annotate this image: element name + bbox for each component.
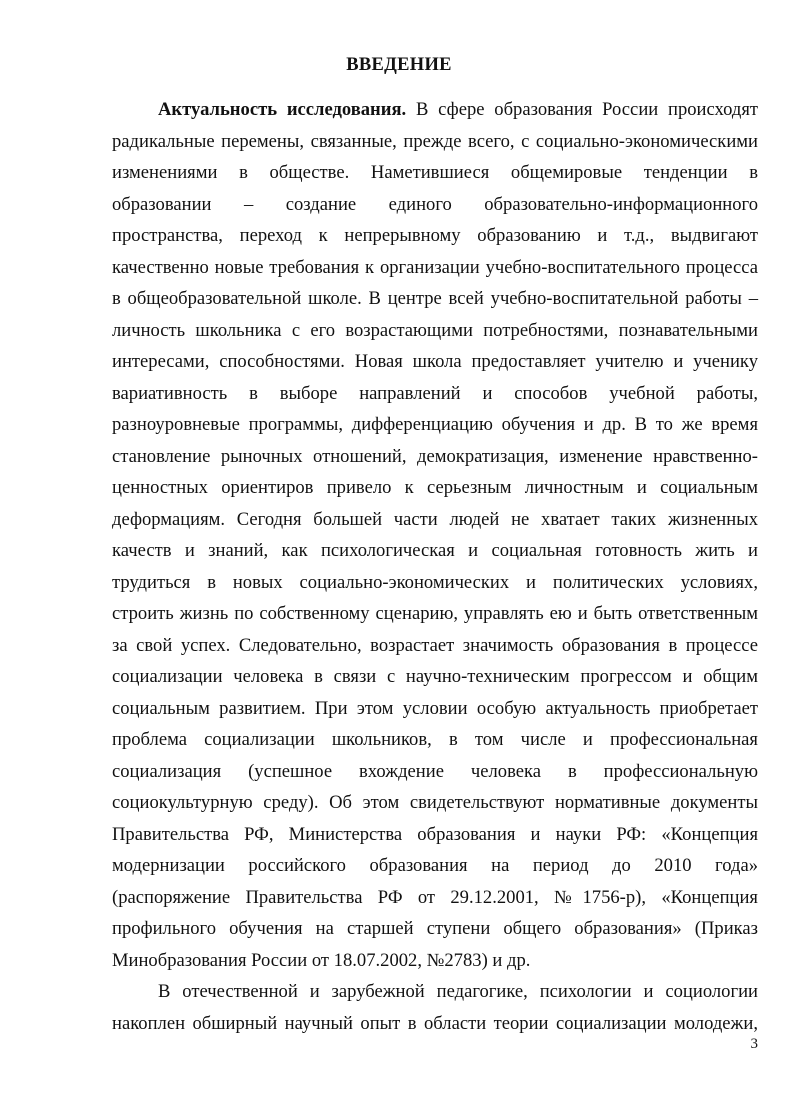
text-line: разноуровневые программы, дифференциацию обучения и др. В то же время [112, 414, 758, 435]
text-line-content: В сфере образования России происходят [406, 99, 758, 120]
text-line: вариативность в выборе направлений и способов учебной работы, [112, 382, 758, 404]
text-line: Правительства РФ, Министерства образования и науки РФ: «Концепция [112, 823, 758, 845]
page-number: 3 [750, 1036, 758, 1052]
text-line [112, 94, 758, 126]
text-line: деформациям. Сегодня большей части людей не хватает таких жизненных [112, 508, 758, 530]
text-line: за свой успех. Следовательно, возрастает значимость образования в процессе [112, 634, 758, 656]
text-line: социализация (успешное вхождение человека в профессиональную [112, 760, 758, 782]
text-line: Минобразования России от 18.07.2002, №2783) и др. [112, 949, 531, 971]
text-line: строить жизнь по собственному сценарию, управлять ею и быть ответственным [112, 603, 758, 624]
text-line: В отечественной и зарубежной педагогике, психологии и социологии [158, 981, 758, 1002]
paragraph-relevance [112, 94, 758, 976]
text-line: социокультурную среду). Об этом свидетельствуют нормативные документы [112, 792, 758, 813]
text-line: качественно новые требования к организации учебно-воспитательного процесса [112, 256, 758, 278]
text-line: (распоряжение Правительства РФ от 29.12.2001, №1756-р), «Концепция [112, 886, 758, 908]
text-line: ценностных ориентиров привело к серьезным личностным и социальным [112, 477, 758, 498]
text-line: изменениями в обществе. Наметившиеся общемировые тенденции в [112, 162, 758, 183]
text-line: радикальные перемены, связанные, прежде всего, с социально-экономическими [112, 130, 758, 152]
text-line: социализации человека в связи с научно-техническим прогрессом и общим [112, 666, 758, 687]
text-line: пространства, переход к непрерывному образованию и т.д., выдвигают [112, 225, 758, 246]
text-line: качеств и знаний, как психологическая и социальная готовность жить и [112, 540, 758, 561]
text-line: интересами, способностями. Новая школа предоставляет учителю и ученику [112, 351, 758, 372]
text-line: становление рыночных отношений, демократизация, изменение нравственно- [112, 445, 758, 467]
text-line: трудиться в новых социально-экономических и политических условиях, [112, 571, 758, 593]
text-line: в общеобразовательной школе. В центре всей учебно-воспитательной работы – [112, 288, 758, 309]
text-line: проблема социализации школьников, в том числе и профессиональная [112, 729, 758, 750]
text-line: личность школьника с его возрастающими потребностями, познавательными [112, 319, 758, 341]
lead-phrase: Актуальность исследования. [158, 99, 407, 120]
text-line: модернизации российского образования на период до 2010 года» [112, 855, 758, 876]
paragraph-research-experience [112, 976, 758, 1039]
text-line: накоплен обширный научный опыт в области теории социализации молодежи, [112, 1012, 758, 1034]
text-line: профильного обучения на старшей ступени общего образования» (Приказ [112, 918, 758, 939]
text-line: образовании – создание единого образовательно-информационного [112, 193, 758, 215]
text-line: социальным развитием. При этом условии особую актуальность приобретает [112, 697, 758, 719]
page-heading: ВВЕДЕНИЕ [346, 55, 452, 75]
